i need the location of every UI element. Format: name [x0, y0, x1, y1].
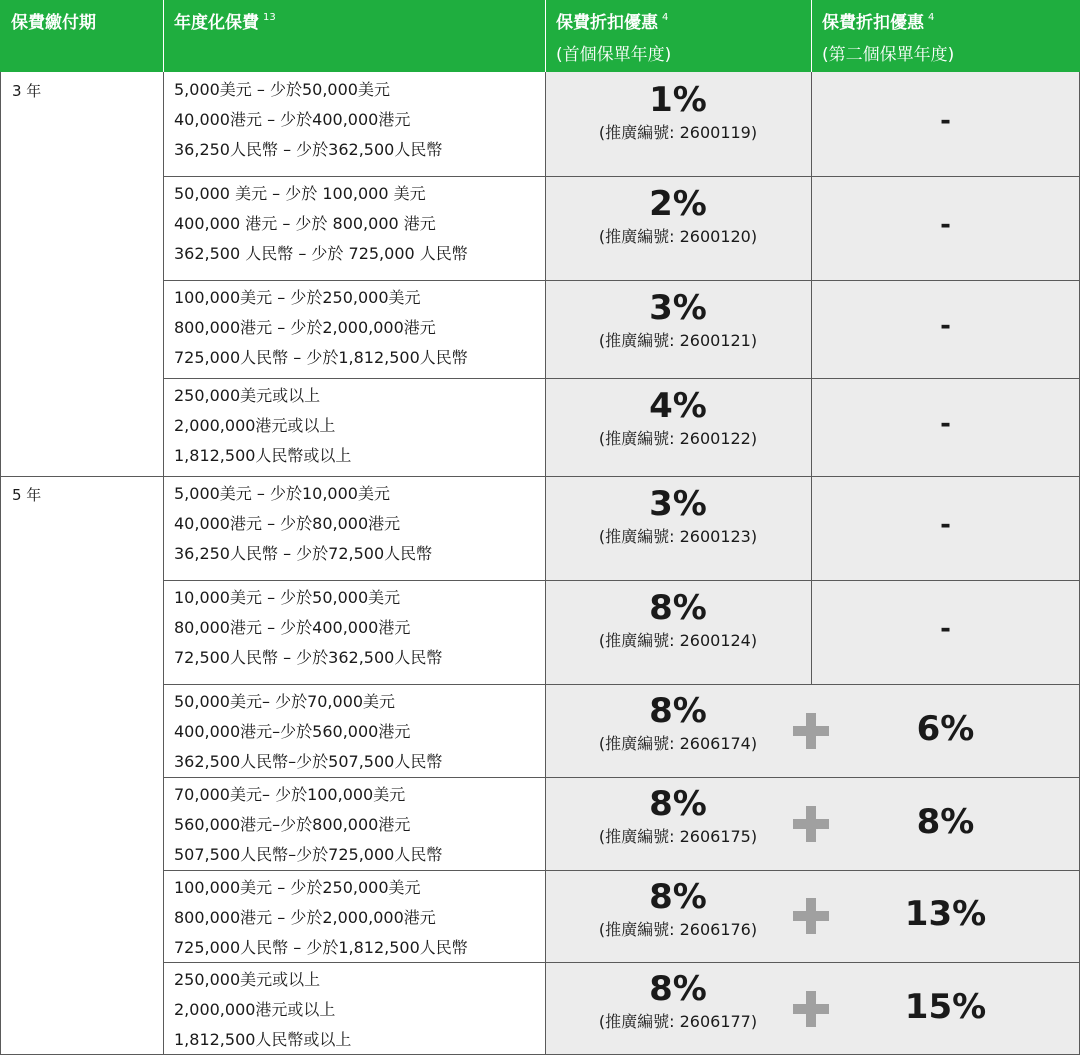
grid-line — [163, 280, 1080, 281]
premium-range-line: 72,500人民幣 – 少於362,500人民幣 — [174, 648, 443, 667]
annual-premium-cell — [163, 580, 545, 684]
premium-range-line: 2,000,000港元或以上 — [174, 416, 336, 435]
no-discount-dash: - — [940, 409, 951, 439]
premium-range-line: 2,000,000港元或以上 — [174, 1000, 336, 1019]
discount-first-year-cell — [545, 378, 811, 476]
premium-range-line: 70,000美元– 少於100,000美元 — [174, 785, 406, 804]
annual-premium-cell — [163, 962, 545, 1055]
no-discount-dash: - — [940, 210, 951, 240]
discount-first-year-cell — [545, 580, 811, 684]
promotion-code: (推廣編號: 2600119) — [598, 123, 758, 142]
footnote-ref-13: 13 — [263, 12, 276, 23]
premium-range-line: 5,000美元 – 少於50,000美元 — [174, 80, 390, 99]
discount-percentage: 3% — [649, 288, 707, 328]
discount-second-year-cell — [811, 684, 1080, 777]
plus-icon — [793, 991, 829, 1027]
header-discount-first-year — [545, 0, 811, 72]
discount-percentage: 4% — [649, 386, 707, 426]
grid-line — [163, 176, 1080, 177]
premium-range-line: 725,000人民幣 – 少於1,812,500人民幣 — [174, 348, 468, 367]
discount-first-year-cell — [545, 280, 811, 378]
grid-line — [163, 378, 1080, 379]
premium-range-line: 100,000美元 – 少於250,000美元 — [174, 878, 421, 897]
promotion-code: (推廣編號: 2600120) — [598, 227, 758, 246]
premium-range-line: 100,000美元 – 少於250,000美元 — [174, 288, 421, 307]
annual-premium-cell — [163, 870, 545, 962]
premium-range-line: 10,000美元 – 少於50,000美元 — [174, 588, 401, 607]
premium-range-line: 400,000港元–少於560,000港元 — [174, 722, 411, 741]
header-annual-premium — [163, 0, 545, 72]
grid-line — [0, 72, 1, 1055]
premium-range-line: 36,250人民幣 – 少於72,500人民幣 — [174, 544, 433, 563]
annual-premium-cell — [163, 476, 545, 580]
discount-second-year-cell — [811, 580, 1080, 684]
grid-line — [163, 580, 1080, 581]
annual-premium-cell — [163, 176, 545, 280]
plus-icon — [793, 806, 829, 842]
annual-premium-cell — [163, 280, 545, 378]
no-discount-dash: - — [940, 311, 951, 341]
discount-second-year-cell — [811, 72, 1080, 176]
header-discount-first-year-sub: (首個保單年度) — [556, 45, 672, 65]
premium-range-line: 560,000港元–少於800,000港元 — [174, 815, 411, 834]
premium-range-line: 362,500 人民幣 – 少於 725,000 人民幣 — [174, 244, 468, 263]
premium-range-line: 5,000美元 – 少於10,000美元 — [174, 484, 390, 503]
header-discount-second-year-sub: (第二個保單年度) — [822, 45, 955, 65]
premium-range-line: 362,500人民幣–少於507,500人民幣 — [174, 752, 443, 771]
discount-second-year-cell — [811, 962, 1080, 1055]
discount-percentage: 8% — [649, 691, 707, 731]
discount-percentage: 8% — [649, 588, 707, 628]
discount-second-year-cell — [811, 280, 1080, 378]
grid-line — [163, 684, 1080, 685]
promotion-code: (推廣編號: 2606174) — [598, 734, 758, 753]
discount-second-year-cell — [811, 777, 1080, 870]
promotion-code: (推廣編號: 2606176) — [598, 920, 758, 939]
annual-premium-cell — [163, 777, 545, 870]
discount-percentage: 1% — [649, 80, 707, 120]
discount-first-year-cell — [545, 684, 811, 777]
discount-percentage: 13% — [904, 894, 987, 934]
no-discount-dash: - — [940, 614, 951, 644]
no-discount-dash: - — [940, 510, 951, 540]
premium-range-line: 507,500人民幣–少於725,000人民幣 — [174, 845, 443, 864]
discount-percentage: 8% — [649, 877, 707, 917]
header-discount-second-year-label: 保費折扣優惠 — [822, 13, 924, 33]
plus-icon — [793, 713, 829, 749]
header-annual-premium-label: 年度化保費 — [174, 13, 259, 33]
header-discount-first-year-label: 保費折扣優惠 — [556, 13, 658, 33]
footnote-ref-4: 4 — [662, 12, 669, 23]
plus-icon-bar — [806, 898, 816, 934]
discount-first-year-cell — [545, 476, 811, 580]
discount-percentage: 2% — [649, 184, 707, 224]
annual-premium-cell — [163, 378, 545, 476]
grid-line — [545, 72, 546, 1055]
premium-range-line: 250,000美元或以上 — [174, 970, 321, 989]
plus-icon-bar — [806, 713, 816, 749]
discount-first-year-cell — [545, 870, 811, 962]
footnote-ref-4: 4 — [928, 12, 935, 23]
discount-second-year-cell — [811, 176, 1080, 280]
premium-range-line: 1,812,500人民幣或以上 — [174, 446, 352, 465]
promotion-code: (推廣編號: 2600121) — [598, 331, 758, 350]
promotion-code: (推廣編號: 2606177) — [598, 1012, 758, 1031]
promotion-code: (推廣編號: 2606175) — [598, 827, 758, 846]
discount-percentage: 15% — [904, 987, 987, 1027]
promotion-code: (推廣編號: 2600124) — [598, 631, 758, 650]
promotion-code: (推廣編號: 2600122) — [598, 429, 758, 448]
payment-term-label: 3 年 — [12, 82, 42, 100]
premium-range-line: 800,000港元 – 少於2,000,000港元 — [174, 318, 436, 337]
premium-range-line: 800,000港元 – 少於2,000,000港元 — [174, 908, 436, 927]
discount-first-year-cell — [545, 962, 811, 1055]
premium-range-line: 1,812,500人民幣或以上 — [174, 1030, 352, 1049]
discount-second-year-cell — [811, 378, 1080, 476]
premium-range-line: 725,000人民幣 – 少於1,812,500人民幣 — [174, 938, 468, 957]
premium-range-line: 36,250人民幣 – 少於362,500人民幣 — [174, 140, 443, 159]
plus-icon-bar — [806, 806, 816, 842]
annual-premium-cell — [163, 684, 545, 777]
grid-line — [163, 870, 1080, 871]
payment-term-cell — [0, 476, 163, 1055]
header-discount-second-year — [811, 0, 1080, 72]
discount-first-year-cell — [545, 72, 811, 176]
plus-icon — [793, 898, 829, 934]
plus-icon-bar — [806, 991, 816, 1027]
grid-line — [163, 72, 164, 1055]
premium-range-line: 50,000 美元 – 少於 100,000 美元 — [174, 184, 426, 203]
grid-line — [0, 476, 1080, 477]
payment-term-label: 5 年 — [12, 486, 42, 504]
discount-first-year-cell — [545, 176, 811, 280]
premium-range-line: 80,000港元 – 少於400,000港元 — [174, 618, 411, 637]
no-discount-dash: - — [940, 106, 951, 136]
grid-line — [163, 777, 1080, 778]
grid-line — [163, 962, 1080, 963]
discount-second-year-cell — [811, 476, 1080, 580]
premium-range-line: 40,000港元 – 少於400,000港元 — [174, 110, 411, 129]
payment-term-cell — [0, 72, 163, 476]
premium-range-line: 250,000美元或以上 — [174, 386, 321, 405]
discount-percentage: 8% — [649, 969, 707, 1009]
header-payment-term-label: 保費繳付期 — [11, 13, 96, 33]
discount-first-year-cell — [545, 777, 811, 870]
header-payment-term — [0, 0, 163, 72]
premium-range-line: 40,000港元 – 少於80,000港元 — [174, 514, 401, 533]
discount-percentage: 3% — [649, 484, 707, 524]
discount-second-year-cell — [811, 870, 1080, 962]
premium-range-line: 50,000美元– 少於70,000美元 — [174, 692, 396, 711]
discount-percentage: 6% — [916, 709, 975, 749]
discount-percentage: 8% — [916, 802, 975, 842]
promotion-code: (推廣編號: 2600123) — [598, 527, 758, 546]
discount-percentage: 8% — [649, 784, 707, 824]
premium-range-line: 400,000 港元 – 少於 800,000 港元 — [174, 214, 436, 233]
annual-premium-cell — [163, 72, 545, 176]
